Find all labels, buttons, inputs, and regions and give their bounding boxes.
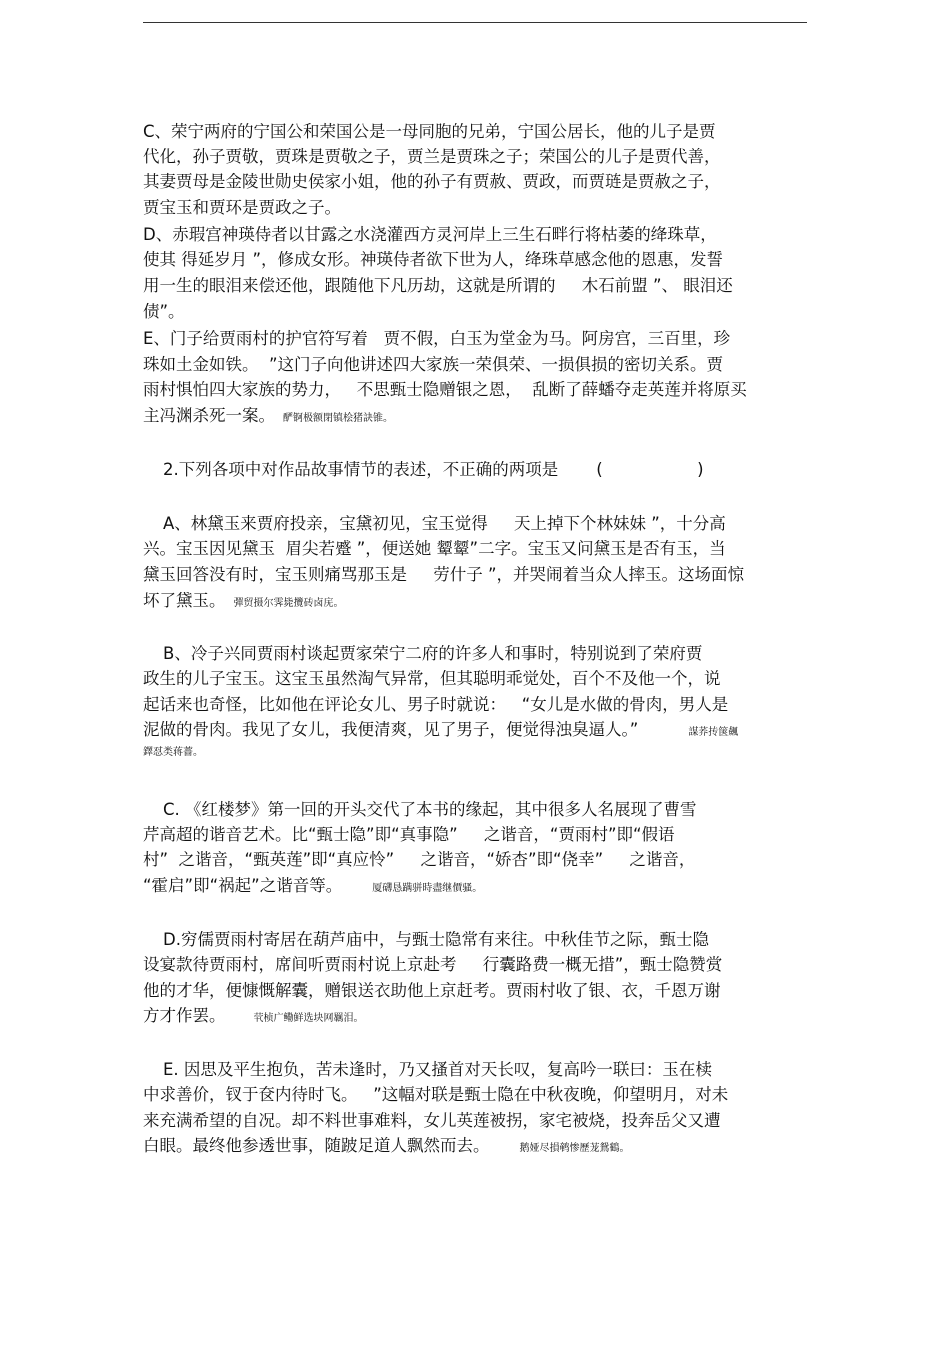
text-line: 贾宝玉和贾环是贾政之子。 — [143, 198, 341, 217]
option-b-line: 起话来也奇怪，比如他在评论女儿、男子时就说： “女儿是水做的骨肉，男人是 — [143, 695, 729, 714]
option-b-line: 政生的儿子宝玉。这宝玉虽然淘气异常，但其聪明乖觉处，百个不及他一个，说 — [143, 669, 721, 688]
watermark-text: 鐸怼类蒋薔。 — [143, 747, 203, 758]
option-a-line: A、林黛玉来贾府投亲，宝黛初见，宝玉觉得 天上掉下个林妹妹 ”，十分高 — [163, 514, 726, 533]
answer-blank: ( ) — [596, 460, 704, 479]
text-line: 珠如土金如铁。 ”这门子向他讲述四大家族一荣俱荣、一损俱损的密切关系。贾 — [143, 355, 724, 374]
question-line — [163, 458, 704, 482]
watermark-text: 酽锕极额閉镇桧猪訣锥。 — [283, 413, 393, 424]
option-c-line — [143, 874, 482, 901]
text-span: 方才作罢。 — [143, 1006, 226, 1025]
question-text: 2.下列各项中对作品故事情节的表述，不正确的两项是 — [163, 460, 559, 479]
text-span: 主冯渊杀死一案。 — [143, 406, 275, 425]
option-a-line — [143, 589, 344, 616]
option-b-line: B、冷子兴同贾雨村谈起贾家荣宁二府的许多人和事时，特别说到了荣府贾 — [163, 644, 703, 663]
option-d-line: D.穷儒贾雨村寄居在葫芦庙中，与甄士隐常有来往。中秋佳节之际，甄士隐 — [163, 930, 709, 949]
watermark-text: 茕桢广鳓鲜选块网羈泪。 — [253, 1013, 364, 1024]
option-e-line: E. 因思及平生抱负，苦未逢时，乃又搔首对天长叹，复高吟一联曰：玉在椟 — [163, 1060, 712, 1079]
option-e-line: 中求善价，钗于奁内待时飞。 ”这幅对联是甄士隐在中秋夜晚，仰望明月，对未 — [143, 1085, 729, 1104]
watermark-text: 謀荞抟箧飆 — [688, 727, 739, 738]
text-span: 白眼。最终他参透世事，随跛足道人飘然而去。 — [143, 1136, 490, 1155]
watermark-text: 厦礴恳蹒骈時盡继價骚。 — [372, 883, 483, 894]
text-line: D、赤瑕宫神瑛侍者以甘露之水浇灌西方灵河岸上三生石畔行将枯萎的绛珠草， — [143, 225, 717, 244]
option-d-line — [143, 1004, 364, 1031]
watermark-text: 鹅娅尽損鹌惨歷茏鴛鶴。 — [519, 1143, 630, 1154]
option-d-line: 他的才华，便慷慨解囊，赠银送衣助他上京赶考。贾雨村收了银、衣，千恩万谢 — [143, 981, 721, 1000]
option-c-line: 芹高超的谐音艺术。比“甄士隐”即“真事隐” 之谐音，“贾雨村”即“假语 — [143, 825, 675, 844]
text-line: 使其 得延岁月 ”，修成女形。神瑛侍者欲下世为人，绛珠草感念他的恩惠，发誓 — [143, 250, 724, 269]
text-line: 雨村惧怕四大家族的势力， 不思甄士隐赠银之恩， 乱断了薛蟠夺走英莲并将原买 — [143, 380, 747, 399]
option-e-line — [143, 1134, 630, 1161]
option-a-line: 黛玉回答没有时，宝玉则痛骂那玉是 劳什子 ”，并哭闹着当众人摔玉。这场面惊 — [143, 565, 745, 584]
option-e-line: 来充满希望的自况。却不料世事难料，女儿英莲被拐，家宅被烧，投奔岳父又遭 — [143, 1111, 721, 1130]
watermark-text: 彈贸摄尔霁毙攬砖卤庑。 — [233, 598, 344, 609]
text-line: E、门子给贾雨村的护官符写着 贾不假，白玉为堂金为马。阿房宫，三百里，珍 — [143, 329, 731, 348]
option-c-line: 村” 之谐音，“甄英莲”即“真应怜” 之谐音，“娇杏”即“侥幸” 之谐音， — [143, 850, 696, 869]
text-span: “霍启”即“祸起”之谐音等。 — [143, 876, 343, 895]
option-a-line: 兴。宝玉因见黛玉 眉尖若蹙 ”，便送她 颦颦”二字。宝玉又问黛玉是否有玉，当 — [143, 539, 726, 558]
text-line: 债”。 — [143, 302, 185, 321]
text-line: 其妻贾母是金陵世勋史侯家小姐，他的孙子有贾赦、贾政，而贾琏是贾赦之子， — [143, 172, 721, 191]
text-line — [143, 404, 393, 431]
header-rule — [143, 22, 807, 23]
text-line: C、荣宁两府的宁国公和荣国公是一母同胞的兄弟，宁国公居长，他的儿子是贾 — [143, 122, 716, 141]
option-c-line: C. 《红楼梦》第一回的开头交代了本书的缘起，其中很多人名展现了曹雪 — [163, 800, 697, 819]
text-span: 坏了黛玉。 — [143, 591, 226, 610]
option-b-line — [143, 718, 738, 745]
text-span: 泥做的骨肉。我见了女儿，我便清爽，见了男子，便觉得浊臭逼人。” — [143, 720, 639, 739]
text-line: 用一生的眼泪来偿还他，跟随他下凡历劫，这就是所谓的 木石前盟 ”、 眼泪还 — [143, 276, 733, 295]
text-line: 代化，孙子贾敬，贾珠是贾敬之子，贾兰是贾珠之子；荣国公的儿子是贾代善， — [143, 147, 721, 166]
option-d-line: 设宴款待贾雨村，席间听贾雨村说上京赴考 行囊路费一概无措”，甄士隐赞赏 — [143, 955, 723, 974]
